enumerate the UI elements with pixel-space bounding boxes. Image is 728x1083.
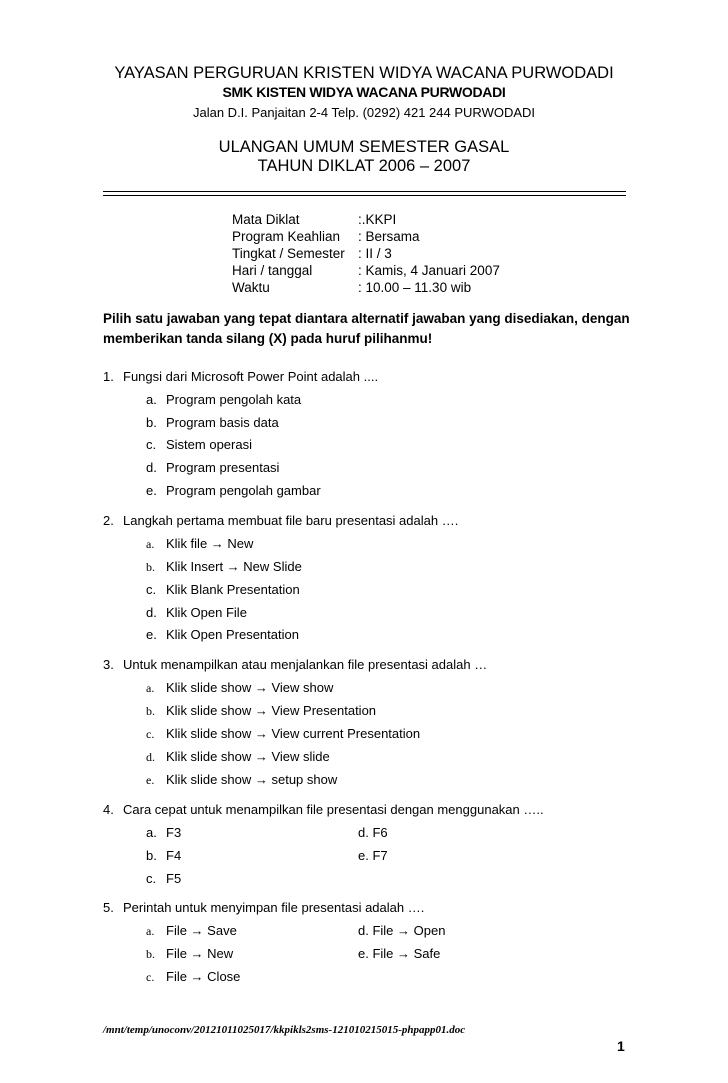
option-letter: a. (146, 681, 155, 695)
option-text: Klik Blank Presentation (166, 582, 300, 597)
info-value: : 10.00 – 11.30 wib (358, 280, 472, 295)
option-letter: a. (146, 825, 157, 840)
option-text: F5 (166, 871, 182, 886)
info-label: Tingkat / Semester (232, 246, 345, 261)
option-text: F3 (166, 825, 182, 840)
option-text: Klik slide show → setup show (166, 772, 338, 787)
option-letter: c. (146, 970, 155, 984)
option-letter: b. (146, 947, 155, 961)
option-letter: d. (146, 605, 157, 620)
option-text: Klik slide show → View show (166, 680, 334, 695)
option-letter: b. (146, 560, 155, 574)
question-number: 2. (103, 513, 114, 528)
option-letter: e. (146, 483, 157, 498)
option-text: e. F7 (358, 848, 388, 863)
info-label: Waktu (232, 280, 270, 295)
question-number: 3. (103, 657, 114, 672)
option-letter: c. (146, 437, 157, 452)
institution-name: YAYASAN PERGURUAN KRISTEN WIDYA WACANA PURWODADI (114, 64, 614, 82)
option-letter: c. (146, 727, 155, 741)
info-value: : Kamis, 4 Januari 2007 (358, 263, 500, 278)
option-letter: d. (146, 750, 155, 764)
option-letter: c. (146, 582, 157, 597)
option-text: e. File → Safe (358, 946, 441, 961)
page-number: 1 (617, 1038, 625, 1054)
option-text: File → New (166, 946, 234, 961)
option-letter: a. (146, 924, 155, 938)
info-label: Program Keahlian (232, 229, 341, 244)
question-text: Cara cepat untuk menampilkan file presentasi dengan menggunakan ….. (123, 802, 544, 817)
question-text: Fungsi dari Microsoft Power Point adalah .... (123, 369, 379, 384)
question-number: 1. (103, 369, 114, 384)
question-number: 4. (103, 802, 114, 817)
option-text: Program pengolah kata (166, 392, 302, 407)
info-value: : II / 3 (358, 246, 392, 261)
question-text: Perintah untuk menyimpan file presentasi adalah …. (123, 900, 425, 915)
option-text: File → Save (166, 923, 237, 938)
option-text: File → Close (166, 969, 241, 984)
option-letter: a. (146, 392, 157, 407)
option-text: Program presentasi (166, 460, 280, 475)
info-value: : Bersama (358, 229, 420, 244)
info-label: Mata Diklat (232, 212, 300, 227)
school-address: Jalan D.I. Panjaitan 2-4 Telp. (0292) 421 244 PURWODADI (192, 105, 536, 120)
info-value: :.KKPI (358, 212, 397, 227)
option-text: Klik slide show → View Presentation (166, 703, 377, 718)
option-text: Program basis data (166, 415, 279, 430)
option-text: Program pengolah gambar (166, 483, 321, 498)
option-letter: b. (146, 415, 157, 430)
school-name: SMK KISTEN WIDYA WACANA PURWODADI (222, 84, 506, 100)
option-letter: e. (146, 773, 155, 787)
question-number: 5. (103, 900, 114, 915)
option-text: Klik file → New (166, 536, 254, 551)
option-text: Klik Insert → New Slide (166, 559, 302, 574)
question-text: Untuk menampilkan atau menjalankan file presentasi adalah … (123, 657, 488, 672)
option-text: d. File → Open (358, 923, 446, 938)
instruction: Pilih satu jawaban yang tepat diantara alternatif jawaban yang disediakan, dengan memberikan tanda silang (X) pada huruf pilihanmu! (103, 311, 630, 346)
option-letter: c. (146, 871, 157, 886)
option-text: Klik slide show → View slide (166, 749, 330, 764)
exam-year: TAHUN DIKLAT 2006 – 2007 (257, 157, 471, 175)
option-text: Klik Open File (166, 605, 247, 620)
option-letter: a. (146, 537, 155, 551)
exam-title: ULANGAN UMUM SEMESTER GASAL (218, 138, 510, 156)
header-rule-bottom (103, 195, 626, 196)
option-letter: b. (146, 704, 155, 718)
option-text: Klik Open Presentation (166, 627, 299, 642)
option-letter: b. (146, 848, 157, 863)
option-letter: e. (146, 627, 157, 642)
footer-file-path: /mnt/temp/unoconv/20121011025017/kkpikls2sms-121010215015-phpapp01.doc (103, 1024, 466, 1036)
info-label: Hari / tanggal (232, 263, 313, 278)
option-text: Klik slide show → View current Presentation (166, 726, 421, 741)
option-text: Sistem operasi (166, 437, 252, 452)
header-rule-top (103, 191, 626, 192)
option-text: d. F6 (358, 825, 388, 840)
option-letter: d. (146, 460, 157, 475)
option-text: F4 (166, 848, 182, 863)
question-text: Langkah pertama membuat file baru presentasi adalah …. (123, 513, 459, 528)
